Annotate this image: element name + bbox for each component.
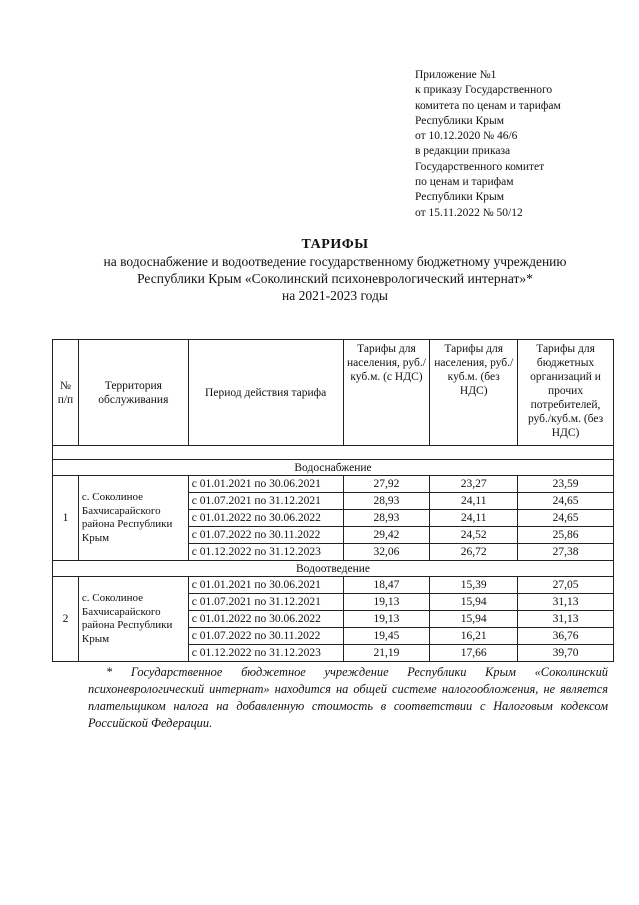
document-title xyxy=(30,236,639,304)
tariff-budget: 31,13 xyxy=(518,594,614,611)
appendix-line: Республики Крым xyxy=(415,114,504,127)
appendix-line: Республики Крым xyxy=(415,191,504,204)
appendix-line: к приказу Государственного xyxy=(415,84,553,97)
tariff-pop-vat: 28,93 xyxy=(343,493,430,510)
row-index: 1 xyxy=(53,476,79,561)
appendix-line: Приложение №1 xyxy=(415,69,497,81)
title-line: Республики Крым «Соколинский психоневрологический интернат»* xyxy=(137,271,533,286)
tariff-pop-vat: 21,19 xyxy=(343,645,430,662)
tariff-pop-novat: 15,94 xyxy=(430,611,518,628)
title-line: на 2021-2023 годы xyxy=(282,288,388,303)
tariff-budget: 24,65 xyxy=(518,510,614,527)
appendix-line: от 10.12.2020 № 46/6 xyxy=(415,130,518,143)
section-title: Водоотведение xyxy=(53,561,614,577)
header-budget: Тарифы для бюджетных организаций и прочих потребителей, руб./куб.м. (без НДС) xyxy=(518,340,614,446)
tariff-pop-vat: 29,42 xyxy=(343,527,430,544)
tariff-pop-vat: 27,92 xyxy=(343,476,430,493)
tariff-pop-vat: 32,06 xyxy=(343,544,430,561)
tariff-budget: 27,38 xyxy=(518,544,614,561)
section-title: Водоснабжение xyxy=(53,460,614,476)
period-cell: с 01.07.2021 по 31.12.2021 xyxy=(188,594,343,611)
table-spacer-row xyxy=(53,446,614,460)
table-row xyxy=(53,476,614,493)
header-population-novat: Тарифы для населения, руб./куб.м. (без НДС) xyxy=(430,340,518,446)
tariff-pop-vat: 19,45 xyxy=(343,628,430,645)
tariff-pop-vat: 19,13 xyxy=(343,611,430,628)
territory-cell: с. Соколиное Бахчисарайского района Республики Крым xyxy=(78,577,188,662)
period-cell: с 01.07.2022 по 30.11.2022 xyxy=(188,527,343,544)
appendix-line: по ценам и тарифам xyxy=(415,176,514,189)
tariff-budget: 27,05 xyxy=(518,577,614,594)
table-row xyxy=(53,577,614,594)
appendix-line: в редакции приказа xyxy=(415,145,511,158)
tariff-pop-novat: 24,52 xyxy=(430,527,518,544)
row-index: 2 xyxy=(53,577,79,662)
header-population-vat: Тарифы для населения, руб./куб.м. (с НДС) xyxy=(343,340,430,446)
tariff-pop-novat: 15,94 xyxy=(430,594,518,611)
tariff-pop-novat: 26,72 xyxy=(430,544,518,561)
tariff-pop-novat: 17,66 xyxy=(430,645,518,662)
section-header-row xyxy=(53,460,614,476)
period-cell: с 01.01.2022 по 30.06.2022 xyxy=(188,611,343,628)
header-territory: Территория обслуживания xyxy=(78,340,188,446)
tariff-budget: 39,70 xyxy=(518,645,614,662)
tariffs-table xyxy=(52,339,614,662)
period-cell: с 01.12.2022 по 31.12.2023 xyxy=(188,544,343,561)
period-cell: с 01.01.2022 по 30.06.2022 xyxy=(188,510,343,527)
tariff-pop-novat: 15,39 xyxy=(430,577,518,594)
tariff-pop-vat: 18,47 xyxy=(343,577,430,594)
appendix-block xyxy=(415,68,630,221)
period-cell: с 01.07.2022 по 30.11.2022 xyxy=(188,628,343,645)
tariff-budget: 31,13 xyxy=(518,611,614,628)
section-header-row xyxy=(53,561,614,577)
appendix-line: Государственного комитет xyxy=(415,160,545,173)
period-cell: с 01.01.2021 по 30.06.2021 xyxy=(188,577,343,594)
tariff-budget: 25,86 xyxy=(518,527,614,544)
period-cell: с 01.07.2021 по 31.12.2021 xyxy=(188,493,343,510)
tariff-pop-vat: 28,93 xyxy=(343,510,430,527)
tariff-budget: 24,65 xyxy=(518,493,614,510)
tariff-pop-novat: 24,11 xyxy=(430,510,518,527)
tariff-pop-vat: 19,13 xyxy=(343,594,430,611)
footnote xyxy=(88,664,608,732)
tariff-pop-novat: 24,11 xyxy=(430,493,518,510)
appendix-line: от 15.11.2022 № 50/12 xyxy=(415,206,523,219)
header-num: № п/п xyxy=(53,340,79,446)
title-main: ТАРИФЫ xyxy=(301,237,369,252)
tariff-budget: 36,76 xyxy=(518,628,614,645)
title-line: на водоснабжение и водоотведение государственному бюджетному учреждению xyxy=(103,254,567,269)
period-cell: с 01.12.2022 по 31.12.2023 xyxy=(188,645,343,662)
appendix-line: комитета по ценам и тарифам xyxy=(415,99,561,112)
footnote-text: * Государственное бюджетное учреждение Республики Крым «Соколинский психоневрологический интернат» находится на общей системе налогообложения, не является плательщиком налога на добавленную стоимость в соответствии с Налоговым кодексом Российской Федерации. xyxy=(88,665,608,730)
header-period: Период действия тарифа xyxy=(188,340,343,446)
period-cell: с 01.01.2021 по 30.06.2021 xyxy=(188,476,343,493)
tariff-budget: 23,59 xyxy=(518,476,614,493)
tariff-pop-novat: 23,27 xyxy=(430,476,518,493)
territory-cell: с. Соколиное Бахчисарайского района Республики Крым xyxy=(78,476,188,561)
tariff-pop-novat: 16,21 xyxy=(430,628,518,645)
table-header-row xyxy=(53,340,614,446)
